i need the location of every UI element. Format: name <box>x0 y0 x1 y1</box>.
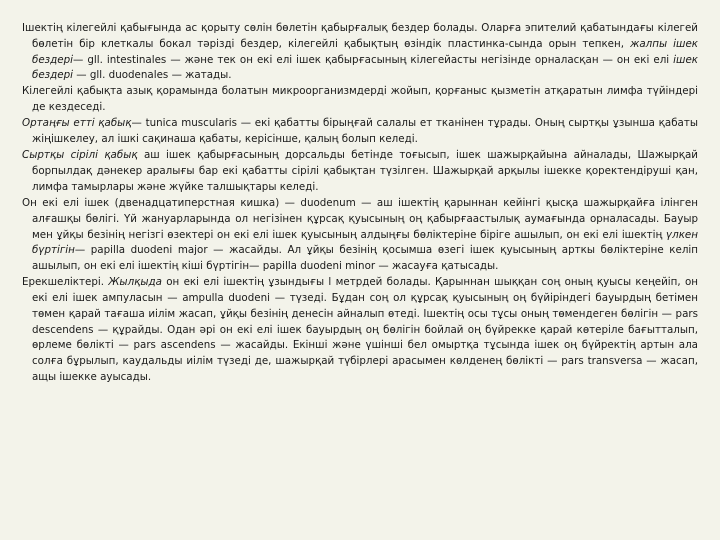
text-run: Кілегейлі қабықта азық қорамында болатын микроорганизмдерді жойып, қорғаныс қызметін атқаратын лимфа түйіндері де кездеседі. <box>22 85 698 114</box>
italic-term: Сыртқы сірілі қабық <box>22 149 138 162</box>
italic-term: жалпы ішек бездері <box>32 37 698 66</box>
text-run: он екі елі ішектің ұзындығы l метрдей болады. Қарыннан шыққан соң оның қуысы кеңейіп, он екі елі ішек ампуласын — ampulla duodeni — түзеді. Бұдан соң ол құрсақ қуысының оң бүйіріндегі бауырдың бетімен төмен қарай тағаша иілім жасап, ұйқы безінің денесін айналып өтеді. Ішектің осы тұсы оның төмендеген бөлігін — pars descendens — құрайды. Одан әрі он екі елі ішек бауырдың оң бөлігін бойлай оң бүйрекке қарай көтеріле бағытталып, өрлеме бөлікті — pars ascendens — жасайды. Екінші және үшінші бел омыртқа тұсында ішек оң бүйректің артын ала солға бұрылып, каудальды иілім түзеді де, шажырқай түбірлері арасымен көлденең бөлікті — pars transversa — жасап, ащы ішекке ауысады. <box>32 276 698 384</box>
italic-term: үлкен бүртігін <box>32 228 698 257</box>
paragraph <box>22 196 698 275</box>
text-run: — papilla duodeni major — жасайды. Ал ұйқы безінің қосымша өзегі ішек қуысының арткы бөліктеріне келіп ашылып, он екі елі ішектің кіші бүртігін— papilla duodeni minor — жасауға қатысады. <box>32 244 698 273</box>
paragraph <box>22 84 698 116</box>
text-run: — tunica muscularis — екі қабатты бірыңғай салалы ет тканінен тұрады. Оның сыртқы ұзынша қабаты жіңішкелеу, ал ішкі сақинаша қабаты, керісінше, қалың болып келеді. <box>32 117 698 146</box>
italic-term: Жылқыда <box>108 276 162 289</box>
paragraph <box>22 21 698 84</box>
paragraph <box>22 116 698 148</box>
text-run: — gll. intestinales — және тек он екі елі ішек қабырғасының кілегейасты негізінде орналасқан — он екі елі <box>73 53 674 66</box>
italic-term: Ортаңғы етті қабық <box>22 117 132 130</box>
text-run: Ішектің кілегейлі қабығында ас қорыту сөлін бөлетін қабырғалық бездер болады. Оларға эпителий қабатындағы кілегей бөлетін бір клеткалы бокал тәрізді бездер, кілегейлі қабықтың өзіндік пластинка-сында орын тепкен, <box>22 22 698 50</box>
text-run: Ерекшеліктері. <box>22 276 109 289</box>
text-run: — gll. duodenales — жатады. <box>73 69 232 82</box>
text-body <box>22 21 698 386</box>
paragraph <box>22 275 698 386</box>
text-run: аш ішек қабырғасының дорсальды бетінде тоғысып, ішек шажырқайына айналады, Шажырқай борпылдақ дәнекер аралығы бар екі қабатты сірілі қабықтан түзілген. Шажырқай арқылы ішекке қоректендіруші қан, лимфа тамырлары және жүйке талшықтары келеді. <box>32 149 698 193</box>
paragraph <box>22 148 698 195</box>
italic-term: ішек бездері <box>32 53 698 82</box>
text-run: Он екі елі ішек (двенадцатиперстная кишка) — duodenum — аш ішектің қарыннан кейінгі қысқа шажырқайға ілінген алғашқы бөлігі. Үй жануарларында ол негізінен құрсақ қуысының оң қабырғаастылық аумағында орналасады. Бауыр мен ұйқы безінің негізгі өзектері он екі елі ішек қуысының алдыңғы бөліктеріне біріге ашылып, он екі елі ішектің <box>22 196 698 241</box>
